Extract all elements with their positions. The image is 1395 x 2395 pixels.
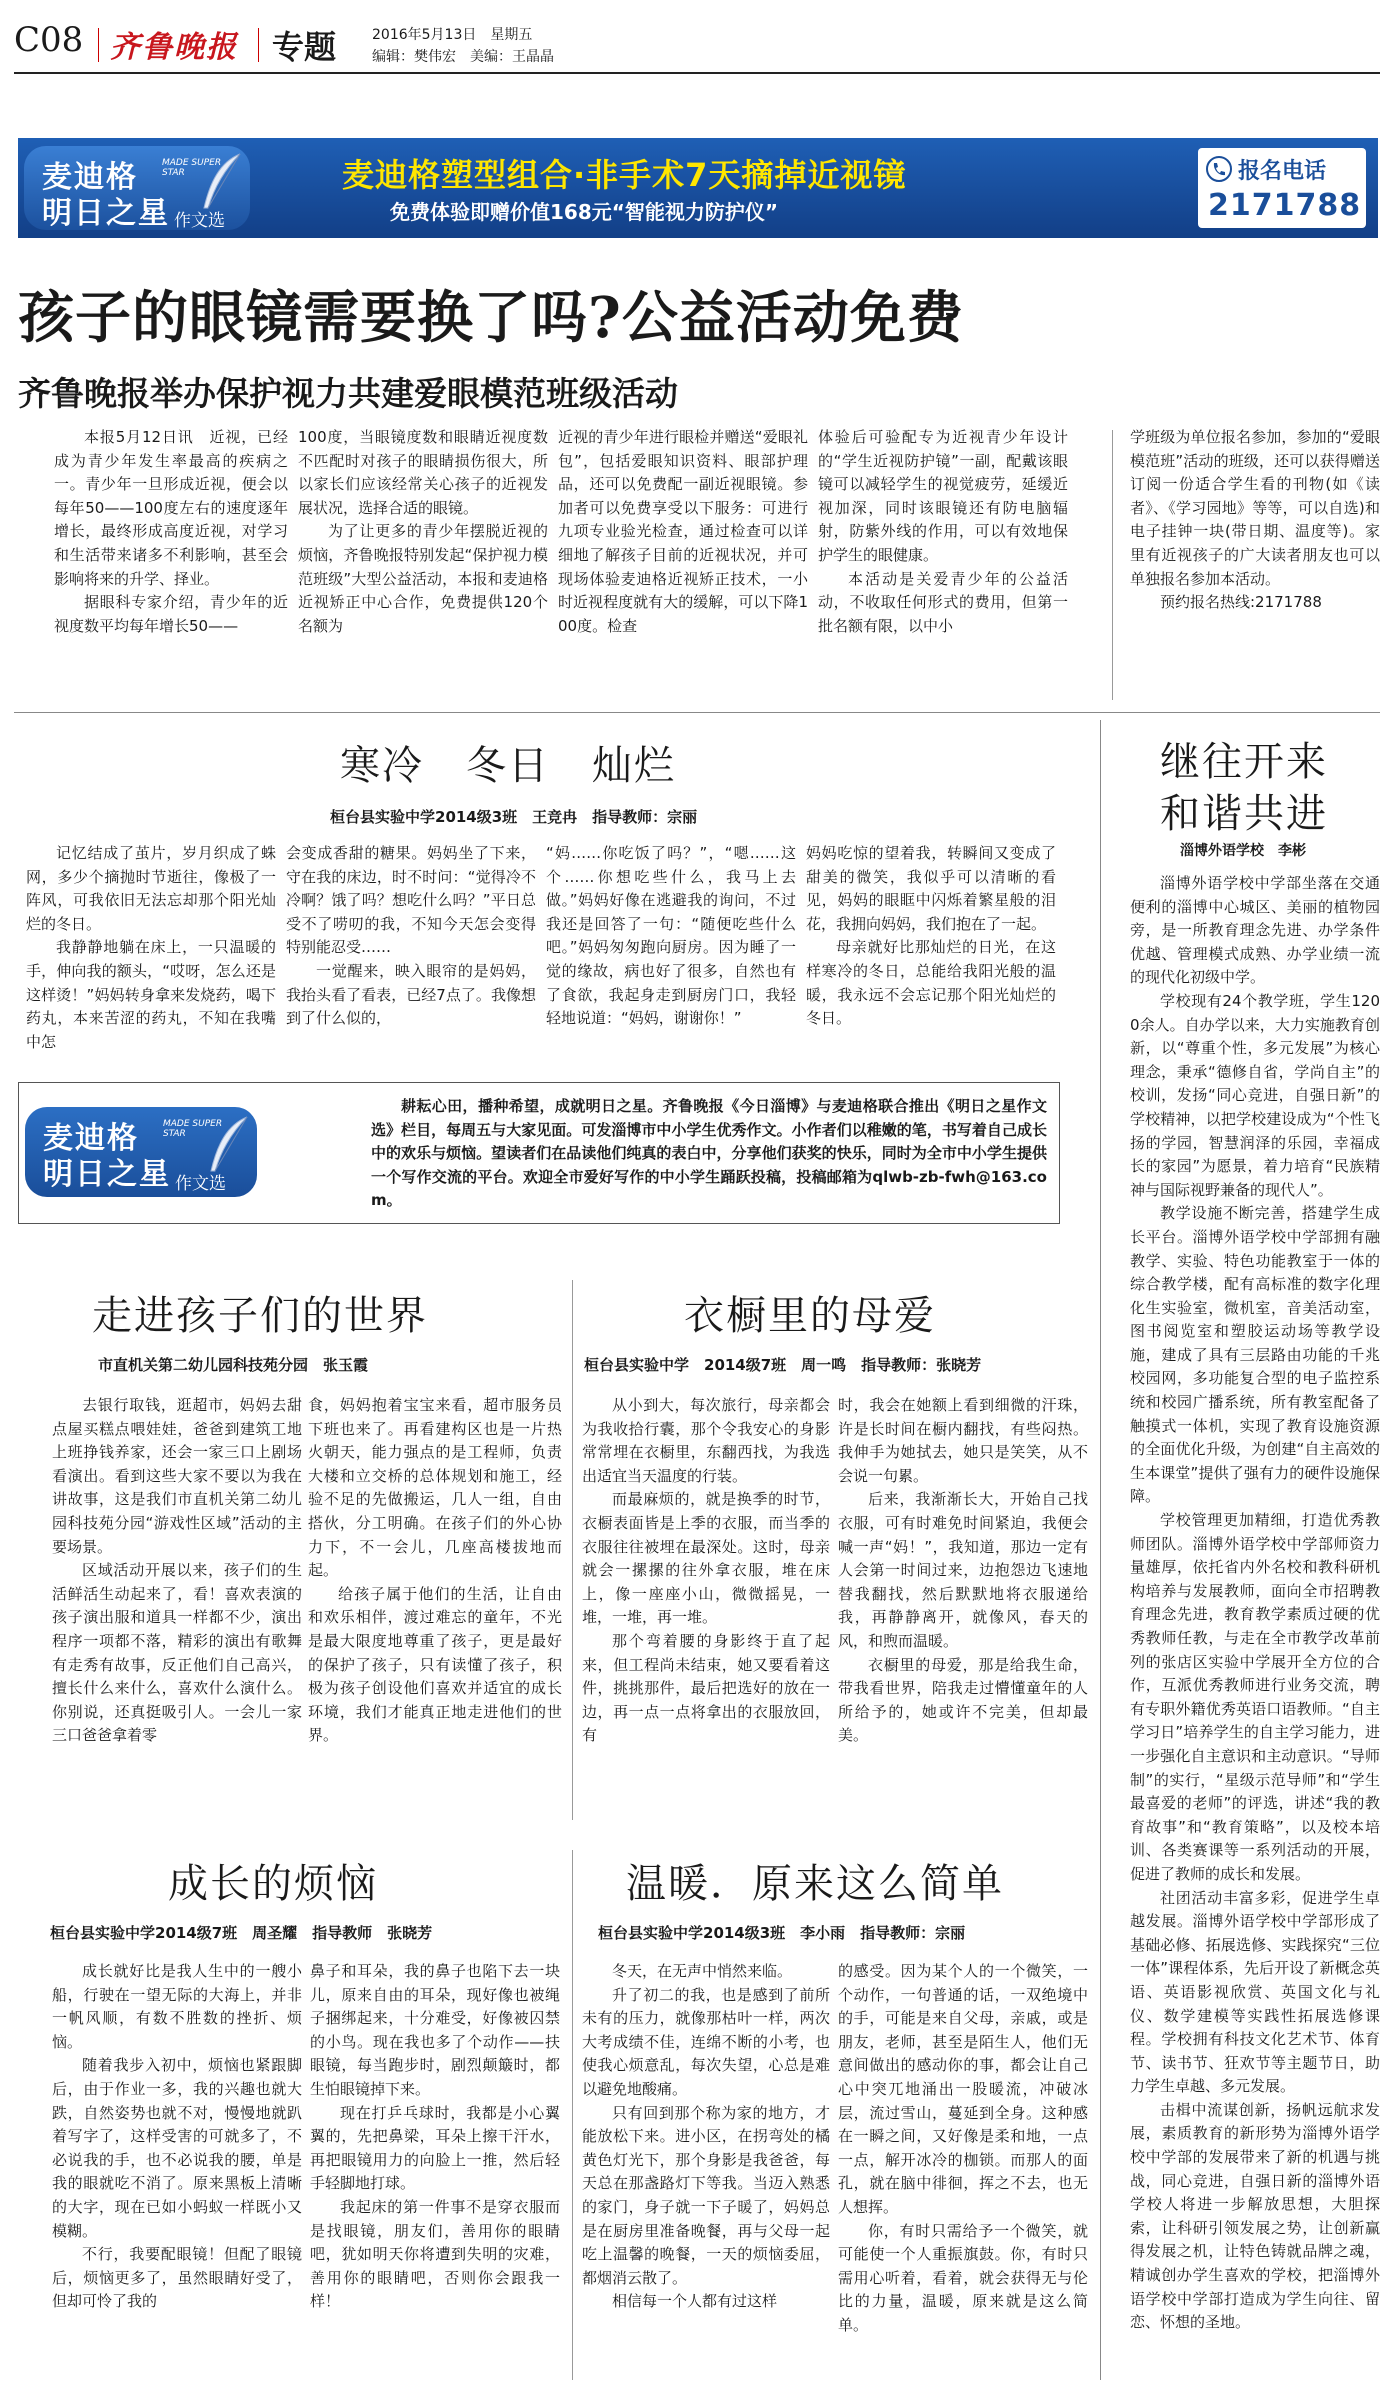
growth-paragraph: 鼻子和耳朵，我的鼻子也陷下去一块儿，原来自由的耳朵，现好像也被绳子捆绑起来，十分难受，好像被囚禁的小鸟。现在我也多了个动作——扶眼镜，每当跑步时，剧烈颠簸时，都生怕眼镜掉下来。 — [310, 1962, 560, 2098]
lead-column-4 — [818, 426, 1068, 638]
warmth-column-1 — [582, 1960, 830, 2314]
warmth-paragraph: 升了初二的我，也是感到了前所未有的压力，就像那枯叶一样，两次大考成绩不佳，连绵不断的小考，也使我心烦意乱，每次失望，心总是难以避免地酸痛。 — [582, 1985, 830, 2098]
lead-column-2 — [298, 426, 548, 638]
banner-brand-en: MADE SUPER STAR — [162, 158, 222, 178]
winter-paragraph: “妈……你吃饭了吗？”，“嗯……这个……你想吃些什么，我马上去做。”妈妈好像在逃避我的询问，不过我还是回答了一句：“随便吃些什么吧。”妈妈匆匆跑向厨房。因为睡了一觉的缘故，病也好了很多，自然也有了食欲，我起身走到厨房门口，我轻轻地说道：“妈妈，谢谢你！” — [546, 844, 796, 1028]
wardrobe-paragraph: 后来，我渐渐长大，开始自己找衣服，可有时难免时间紧迫，我便会喊一声“妈！”，我知道，那边一定有人会第一时间过来，边抱怨边飞速地替我翻找，然后默默地将衣服递给我，再静静离开，就像风，春天的风，和煦而温暖。 — [838, 1490, 1088, 1650]
wardrobe-paragraph: 而最麻烦的，就是换季的时节，衣橱表面皆是上季的衣服，而当季的衣服往往被埋在最深处。这时，母亲就会一摞摞的往外拿衣服，堆在床上，像一座座小山，微微摇晃，一堆，一堆，再一堆。 — [582, 1490, 830, 1627]
lead-paragraph: 本报5月12日讯 近视，已经成为青少年发生率最高的疾病之一。青少年一旦形成近视，便会以每年50——100度左右的速度逐年增长，最终形成高度近视，对学习和生活带来诸多不利影响，甚至会影响将来的升学、择业。 — [54, 428, 288, 588]
winter-byline: 桓台县实验中学2014级3班 王竞冉 指导教师：宗丽 — [330, 808, 698, 826]
winter-column-2 — [286, 842, 536, 1031]
wardrobe-paragraph: 时，我会在她额上看到细微的汗珠，许是长时间在橱内翻找，有些闷热。我伸手为她拭去，她只是笑笑，从不会说一句累。 — [838, 1396, 1088, 1485]
lead-paragraph: 体验后可验配专为近视青少年设计的“学生近视防护镜”一副，配戴该眼镜可以减轻学生的视觉疲劳，延缓近视加深，同时该眼镜还有防电脑辐射，防紫外线的作用，可以有效地保护学生的眼健康。 — [818, 428, 1068, 564]
growth-column-1 — [52, 1960, 302, 2314]
warmth-column-2 — [838, 1960, 1088, 2338]
warmth-paragraph: 冬天，在无声中悄然来临。 — [612, 1962, 793, 1980]
growth-paragraph: 现在打乒乓球时，我都是小心翼翼的，先把鼻梁，耳朵上擦干汗水，再把眼镜用力的向脸上一推，然后轻手轻脚地打球。 — [310, 2103, 560, 2193]
zibo-paragraph: 击楫中流谋创新，扬帆远航求发展，素质教育的新形势为淄博外语学校中学部的发展带来了新的机遇与挑战，同心竞进，自强日新的淄博外语学校人将进一步解放思想，大胆探索，让科研引领发展之势，让创新赢得发展之机，让特色铸就品牌之魂，精诚创办学生喜欢的学校，把淄博外语学校中学部打造成为学生向往、留恋、怀想的圣地。 — [1130, 2100, 1380, 2332]
winter-column-1 — [26, 842, 276, 1054]
lead-paragraph: 本活动是关爱青少年的公益活动，不收取任何形式的费用，但第一批名额有限，以中小 — [818, 569, 1068, 635]
lead-headline: 孩子的眼镜需要换了吗?公益活动免费 — [18, 285, 964, 351]
growth-column-2 — [310, 1960, 560, 2314]
growth-byline: 桓台县实验中学2014级7班 周圣耀 指导教师 张晓芳 — [50, 1924, 433, 1942]
banner-brand-logo — [24, 146, 250, 230]
zibo-paragraph: 学校管理更加精细，打造优秀教师团队。淄博外语学校中学部师资力量雄厚，依托省内外名校和教科研机构培养与发展教师，面向全市招聘教育理念先进，教育教学素质过硬的优秀教师任教，与走在全市教学改革前列的张店区实验中学展开全方位的合作，互派优秀教师进行业务交流，聘有专职外籍优秀英语口语教师。“自主学习日”培养学生的自主学习能力，进一步强化自主意识和主动意识。“导师制”的实行，“星级示范导师”和“学生最喜爱的老师”的评选，讲述“我的教育故事”和“教育策略”，以及校本培训、各类赛课等一系列活动的开展，促进了教师的成长和发展。 — [1130, 1511, 1380, 1883]
winter-paragraph: 一觉醒来，映入眼帘的是妈妈，我抬头看了看表，已经7点了。我像想到了什么似的， — [286, 961, 536, 1028]
zibo-byline: 淄博外语学校 李彬 — [1180, 843, 1306, 859]
banner-headline: 麦迪格塑型组合·非手术7天摘掉近视镜 — [342, 156, 907, 194]
warmth-paragraph: 的感受。因为某个人的一个微笑，一个动作，一句普通的话，一双绝境中的手，可能是来自父母，亲戚，或是朋友，老师，甚至是陌生人，他们无意间做出的感动你的事，都会让自己心中突兀地涌出一股暖流，冲破冰层，流过雪山，蔓延到全身。这种感在一瞬之间，又好像是柔和地，一点一点，解开冰冷的枷锁。而那人的面孔，就在脑中徘徊，挥之不去，也无人想挥。 — [838, 1962, 1088, 2216]
promo-paragraph: 耕耘心田，播种希望，成就明日之星。齐鲁晚报《今日淄博》与麦迪格联合推出《明日之星作文选》栏目，每周五与大家见面。可发淄博市中小学生优秀作文。小作者们以稚嫩的笔，书写着自己成长中的欢乐与烦恼。望读者们在品读他们纯真的表白中，分享他们获奖的快乐，同时为全市中小学生提供一个写作交流的平台。欢迎全市爱好写作的中小学生踊跃投稿，投稿邮箱为qlwb-zb-fwh@163.com。 — [371, 1097, 1047, 1210]
kids-column-1 — [52, 1394, 302, 1748]
winter-column-3 — [546, 842, 796, 1031]
warmth-byline: 桓台县实验中学2014级3班 李小雨 指导教师：宗丽 — [598, 1924, 966, 1942]
mid-divider-1 — [572, 1280, 573, 1820]
top-ad-banner — [18, 138, 1378, 238]
banner-brand-tag: 作文选 — [174, 211, 225, 230]
section-name: 专题 — [272, 28, 337, 66]
warmth-paragraph: 只有回到那个称为家的地方，才能放松下来。进小区，在拐弯处的橘黄色灯光下，那个身影是我爸爸，每天总在那盏路灯下等我。当迈入熟悉的家门，身子就一下子暖了，妈妈总是在厨房里准备晚餐，再与父母一起吃上温馨的晚餐，一天的烦恼委屈，都烟消云散了。 — [582, 2103, 830, 2287]
kids-paragraph: 去银行取钱，逛超市，妈妈去甜点屋买糕点喂娃娃，爸爸到建筑工地上班挣钱养家，还会一家三口上剧场看演出。看到这些大家不要以为我在讲故事，这是我们市直机关第二幼儿园科技苑分园“游戏性区域”活动的主要场景。 — [52, 1396, 302, 1556]
masthead-divider-2 — [258, 28, 259, 62]
kids-title: 走进孩子们的世界 — [92, 1293, 428, 1339]
zibo-title-line1: 继往开来 — [1160, 739, 1328, 785]
phone-box — [1198, 148, 1366, 228]
lead-divider — [1112, 430, 1113, 700]
masthead-divider — [98, 28, 99, 62]
quill-icon — [200, 152, 244, 212]
wardrobe-column-1 — [582, 1394, 830, 1748]
page-number: C08 — [14, 20, 84, 60]
winter-title: 寒冷 冬日 灿烂 — [340, 743, 676, 789]
masthead-rule — [14, 72, 1380, 74]
lead-paragraph: 据眼科专家介绍，青少年的近视度数平均每年增长50—— — [54, 593, 288, 635]
lead-paragraph: 学班级为单位报名参加，参加的“爱眼模范班”活动的班级，还可以获得赠送订阅一份适合学生看的刊物(如《读者》、《学习园地》等等，可以自选)和电子挂钟一块(带日期、温度等)。家里有近视孩子的广大读者朋友也可以单独报名参加本活动。 — [1130, 428, 1380, 588]
growth-paragraph: 随着我步入初中，烦恼也紧跟脚后，由于作业一多，我的兴趣也就大跌，自然姿势也就不对，慢慢地就趴着写字了，这样受害的可就多了，不必说我的手，也不必说我的腰，单是我的眼就吃不消了。原来黑板上清晰的大字，现在已如小蚂蚁一样既小又模糊。 — [52, 2056, 302, 2240]
lead-subheadline: 齐鲁晚报举办保护视力共建爱眼模范班级活动 — [18, 374, 678, 413]
phone-icon — [1206, 156, 1232, 182]
right-column-divider — [1100, 720, 1101, 2380]
paper-name-logo: 齐鲁晚报 — [110, 30, 238, 65]
lead-paragraph: 为了让更多的青少年摆脱近视的烦恼，齐鲁晚报特别发起“保护视力模范班级”大型公益活动，本报和麦迪格近视矫正中心合作，免费提供120个名额为 — [298, 522, 548, 635]
promo-brand-line2: 明日之星 — [43, 1157, 171, 1192]
wardrobe-byline: 桓台县实验中学 2014级7班 周一鸣 指导教师：张晓芳 — [584, 1356, 982, 1374]
kids-byline: 市直机关第二幼儿园科技苑分园 张玉霞 — [98, 1356, 369, 1374]
lead-column-1 — [54, 426, 288, 638]
promo-text — [371, 1095, 1047, 1213]
phone-label: 报名电话 — [1238, 159, 1327, 184]
kids-column-2 — [308, 1394, 562, 1748]
promo-brand-line1: 麦迪格 — [43, 1121, 139, 1156]
zibo-paragraph: 学校现有24个教学班，学生1200余人。自办学以来，大力实施教育创新，以“尊重个性，多元发展”为核心理念，秉承“德修自省，学尚自主”的校训，发扬“同心竞进，自强日新”的学校精神，以把学校建设成为“个性飞扬的学园，智慧润泽的乐园，幸福成长的家园”为愿景，着力培育“民族精神与国际视野兼备的现代人”。 — [1130, 991, 1380, 1199]
phone-number: 2171788 — [1208, 188, 1362, 223]
wardrobe-paragraph: 衣橱里的母爱，那是给我生命，带我看世界，陪我走过懵懂童年的人所给予的，她或许不完美，但却最美。 — [838, 1655, 1088, 1745]
winter-paragraph: 妈妈吃惊的望着我，转瞬间又变成了甜美的微笑，我似乎可以清晰的看见，妈妈的眼眶中闪烁着繁星般的泪花，我拥向妈妈，我们抱在了一起。 — [806, 844, 1056, 933]
wardrobe-column-2 — [838, 1394, 1088, 1748]
lead-column-5 — [1130, 426, 1380, 615]
warmth-paragraph: 相信每一个人都有过这样 — [612, 2292, 778, 2311]
zibo-paragraph: 教学设施不断完善，搭建学生成长平台。淄博外语学校中学部拥有融教学、实验、特色功能教室于一体的综合教学楼，配有高标准的数字化理化生实验室，微机室，音美活动室，图书阅览室和塑胶运动场等教学设施，建成了具有三层路由功能的千兆校园网，多功能复合型的电子监控系统和校园广播系统，所有教室配备了触摸式一体机，实现了教育设施资源的全面优化升级，为创建“自主高效的生本课堂”提供了强有力的硬件设施保障。 — [1130, 1204, 1380, 1506]
lead-paragraph: 100度，当眼镜度数和眼睛近视度数不匹配时对孩子的眼睛损伤很大，所以家长们应该经常关心孩子的近视发展状况，选择合适的眼镜。 — [298, 428, 548, 517]
lead-column-3 — [558, 426, 808, 638]
lead-paragraph: 近视的青少年进行眼检并赠送“爱眼礼包”，包括爱眼知识资料、眼部护理品，还可以免费配一副近视眼镜。参加者可以免费享受以下服务：可进行九项专业验光检查，通过检查可以详细地了解孩子目前的近视状况，并可现场体验麦迪格近视矫正技术，一小时近视程度就有大的缓解，可以下降100度。检查 — [558, 428, 808, 635]
warmth-paragraph: 你，有时只需给予一个微笑，就可能使一个人重振旗鼓。你，有时只需用心听着，看着，就会获得无与伦比的力量，温暖，原来就是这么简单。 — [838, 2221, 1088, 2334]
quill-icon — [207, 1115, 251, 1175]
promo-brand-logo — [25, 1107, 257, 1197]
promo-brand-en: MADE SUPER STAR — [163, 1119, 223, 1139]
issue-date: 2016年5月13日 星期五 — [372, 27, 533, 43]
promo-box — [18, 1082, 1060, 1224]
lead-bottom-rule — [14, 712, 1380, 713]
lead-hotline: 预约报名热线:2171788 — [1160, 593, 1322, 612]
kids-paragraph: 区域活动开展以来，孩子们的生活鲜活生动起来了，看！喜欢表演的孩子演出服和道具一样都不少，演出程序一项都不落，精彩的演出有歌舞有走秀有故事，反正他们自己高兴，擅长什么来什么，喜欢什么演什么。你别说，还真挺吸引人。一会儿一家三口爸爸拿着零 — [52, 1561, 302, 1745]
banner-brand-line1: 麦迪格 — [42, 160, 138, 195]
zibo-body — [1130, 872, 1380, 2335]
wardrobe-paragraph: 那个弯着腰的身影终于直了起来，但工程尚未结束，她又要看着这件，挑挑那件，最后把选好的放在一边，再一点一点将拿出的衣服放回，有 — [582, 1631, 830, 1745]
banner-brand-line2: 明日之星 — [42, 196, 170, 230]
winter-paragraph: 记忆结成了茧片，岁月织成了蛛网，多少个摘抛时节逝往，像极了一阵风，可我依旧无法忘却那个阳光灿烂的冬日。 — [26, 844, 276, 933]
warmth-title: 温暖．原来这么简单 — [626, 1861, 1004, 1907]
zibo-title-line2: 和谐共进 — [1160, 791, 1328, 837]
growth-title: 成长的烦恼 — [168, 1861, 378, 1907]
winter-paragraph: 我静静地躺在床上，一只温暖的手，伸向我的额头，“哎呀，怎么还是这样烫！”妈妈转身拿来发烧药，喝下药丸，本来苦涩的药丸，不知在我嘴中怎 — [26, 938, 276, 1051]
zibo-paragraph: 淄博外语学校中学部坐落在交通便利的淄博中心城区、美丽的植物园旁，是一所教育理念先进、办学条件优越、管理模式成熟、办学业绩一流的现代化初级中学。 — [1130, 874, 1380, 987]
winter-column-4 — [806, 842, 1056, 1031]
wardrobe-title: 衣橱里的母爱 — [684, 1293, 936, 1339]
winter-paragraph: 会变成香甜的糖果。妈妈坐了下来，守在我的床边，时不时问：“觉得冷不冷啊？饿了吗？想吃什么吗？”平日总受不了唠叨的我，不知今天怎会变得特别能忍受…… — [286, 844, 536, 957]
kids-paragraph: 给孩子属于他们的生活，让自由和欢乐相伴，渡过难忘的童年，不光是最大限度地尊重了孩子，更是最好的保护了孩子，只有读懂了孩子，积极为孩子创设他们喜欢并适宜的成长环境，我们才能真正地走进他们的世界。 — [308, 1584, 562, 1745]
kids-paragraph: 食，妈妈抱着宝宝来看，超市服务员下班也来了。再看建构区也是一片热火朝天，能力强点的是工程师，负责大楼和立交桥的总体规划和施工，经验不足的先做搬运，几人一组，自由搭伙，分工明确。在孩子们的外心协力下，不一会儿，几座高楼拔地而起。 — [308, 1396, 562, 1580]
zibo-paragraph: 社团活动丰富多彩，促进学生卓越发展。淄博外语学校中学部形成了基础必修、拓展选修、实践探究“三位一体”课程体系，先后开设了新概念英语、英语影视欣赏、英国文化与礼仪、数学建模等实践性拓展选修课程。学校拥有科技文化艺术节、体育节、读书节、狂欢节等主题节日，助力学生卓越、多元发展。 — [1130, 1888, 1380, 2096]
editors: 编辑：樊伟宏 美编：王晶晶 — [372, 49, 554, 65]
wardrobe-paragraph: 从小到大，每次旅行，母亲都会为我收拾行囊，那个令我安心的身影常常埋在衣橱里，东翻西找，为我选出适宜当天温度的行装。 — [582, 1396, 830, 1485]
banner-subline: 免费体验即赠价值168元“智能视力防护仪” — [390, 200, 779, 224]
winter-paragraph: 母亲就好比那灿烂的日光，在这样寒冷的冬日，总能给我阳光般的温暖，我永远不会忘记那个阳光灿烂的冬日。 — [806, 938, 1056, 1028]
growth-paragraph: 不行，我要配眼镜！但配了眼镜后，烦恼更多了，虽然眼睛好受了，但却可怜了我的 — [52, 2245, 302, 2311]
growth-paragraph: 成长就好比是我人生中的一艘小船，行驶在一望无际的大海上，并非一帆风顺，有数不胜数的挫折、烦恼。 — [52, 1962, 302, 2051]
promo-brand-tag: 作文选 — [175, 1174, 226, 1194]
growth-paragraph: 我起床的第一件事不是穿衣服而是找眼镜，朋友们，善用你的眼睛吧，犹如明天你将遭到失明的灾难，善用你的眼睛吧，否则你会跟我一样！ — [310, 2197, 560, 2311]
mid-divider-2 — [572, 1850, 573, 2380]
